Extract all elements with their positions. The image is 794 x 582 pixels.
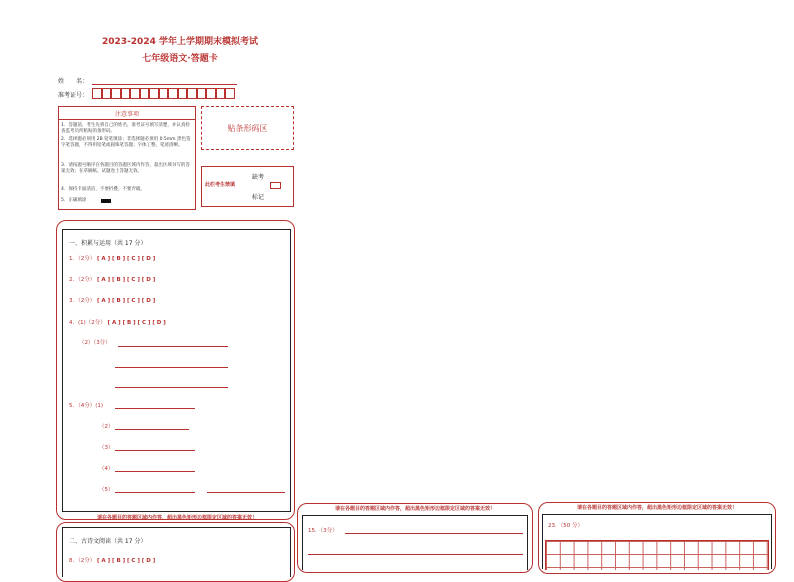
ticket-label: 准考证号： bbox=[58, 92, 89, 99]
q8-label: 8．（2分） bbox=[69, 558, 96, 564]
section1-answer-area bbox=[62, 229, 291, 512]
answer-line[interactable] bbox=[115, 387, 228, 388]
essay-grid[interactable] bbox=[545, 540, 769, 570]
area-warning: 请在各题目的答题区域内作答，超出黑色矩形边框限定区域的答案无效！ bbox=[96, 515, 257, 521]
q5-5-label: （5） bbox=[99, 487, 114, 493]
answer-line[interactable] bbox=[115, 492, 195, 493]
q4-2-label: （2）（3分） bbox=[79, 340, 111, 346]
note-item: 5．正确填涂 bbox=[61, 198, 87, 203]
answer-line[interactable] bbox=[115, 471, 195, 472]
name-label: 姓 名： bbox=[58, 78, 89, 85]
page-subtitle: 七年级语文·答题卡 bbox=[142, 54, 218, 64]
name-field[interactable] bbox=[92, 84, 237, 85]
answer-line[interactable] bbox=[207, 492, 285, 493]
q8-options[interactable]: [ A ] [ B ] [ C ] [ D ] bbox=[97, 558, 156, 564]
absent-note: 此栏考生禁填 bbox=[205, 182, 236, 188]
section2-title: 二、古诗文阅读（共 17 分） bbox=[69, 538, 147, 545]
q3-options[interactable]: [ A ] [ B ] [ C ] [ D ] bbox=[97, 298, 156, 304]
q2-label: 2．（2分） bbox=[69, 277, 96, 283]
answer-line[interactable] bbox=[118, 346, 228, 347]
absent-label-2: 标记 bbox=[252, 194, 265, 201]
filled-sample-mark bbox=[101, 199, 111, 203]
notes-box bbox=[58, 106, 196, 210]
q4-options[interactable]: [ A ] [ B ] [ C ] [ D ] bbox=[107, 320, 166, 326]
q4-label: 4．(1)（2分） bbox=[69, 320, 106, 326]
area-warning: 请在各题目的答题区域内作答，超出黑色矩形边框限定区域的答案无效！ bbox=[576, 505, 737, 511]
barcode-label: 贴条形码区 bbox=[227, 124, 268, 133]
barcode-area bbox=[201, 106, 294, 150]
q5-4-label: （4） bbox=[99, 466, 114, 472]
q5-label: 5．（4分）(1) bbox=[69, 403, 104, 409]
answer-line[interactable] bbox=[115, 450, 195, 451]
q5-3-label: （3） bbox=[99, 445, 114, 451]
note-item: 2．选择题必须用 2B 铅笔填涂；非选择题必须用 0.5mm 黑色签字笔答题，不得用铅笔或圆珠笔答题；字体工整、笔迹清晰。 bbox=[61, 137, 191, 148]
absent-label: 缺考 bbox=[252, 174, 265, 181]
q23-label: 23．（50 分） bbox=[548, 523, 583, 529]
q15-label: 15．（3分） bbox=[308, 528, 338, 534]
area-warning: 请在各题目的答题区域内作答，超出黑色矩形边框限定区域的答案无效！ bbox=[334, 506, 495, 512]
q1-options[interactable]: [ A ] [ B ] [ C ] [ D ] bbox=[97, 256, 156, 262]
q23-answer-area bbox=[542, 514, 772, 569]
answer-line[interactable] bbox=[345, 533, 523, 534]
absent-box bbox=[201, 166, 294, 207]
answer-line[interactable] bbox=[115, 367, 228, 368]
answer-line[interactable] bbox=[308, 554, 523, 555]
section1-title: 一、积累与运用（共 17 分） bbox=[69, 240, 147, 247]
answer-line[interactable] bbox=[115, 408, 195, 409]
note-item: 3．请按题号顺序在各题目的答题区域内作答，超出区域书写的答案无效；在草稿纸、试题卷上答题无效。 bbox=[61, 163, 190, 174]
q3-label: 3．（2分） bbox=[69, 298, 96, 304]
page-title: 2023-2024 学年上学期期末模拟考试 bbox=[102, 37, 258, 47]
notes-title: 注意事项 bbox=[114, 111, 139, 118]
q2-options[interactable]: [ A ] [ B ] [ C ] [ D ] bbox=[97, 277, 156, 283]
q5-2-label: （2） bbox=[99, 424, 114, 430]
note-item: 4．保持卡面清洁，不要折叠、不要弄破。 bbox=[61, 187, 145, 192]
q1-label: 1．（2分） bbox=[69, 256, 96, 262]
absent-mark-box[interactable] bbox=[270, 182, 281, 189]
section2-answer-area bbox=[62, 527, 291, 577]
note-item: 1．答题前，考生先将自己的姓名，准考证号填写清楚，并认真检查监考员所粘贴的条形码。 bbox=[61, 123, 190, 134]
answer-line[interactable] bbox=[115, 429, 189, 430]
